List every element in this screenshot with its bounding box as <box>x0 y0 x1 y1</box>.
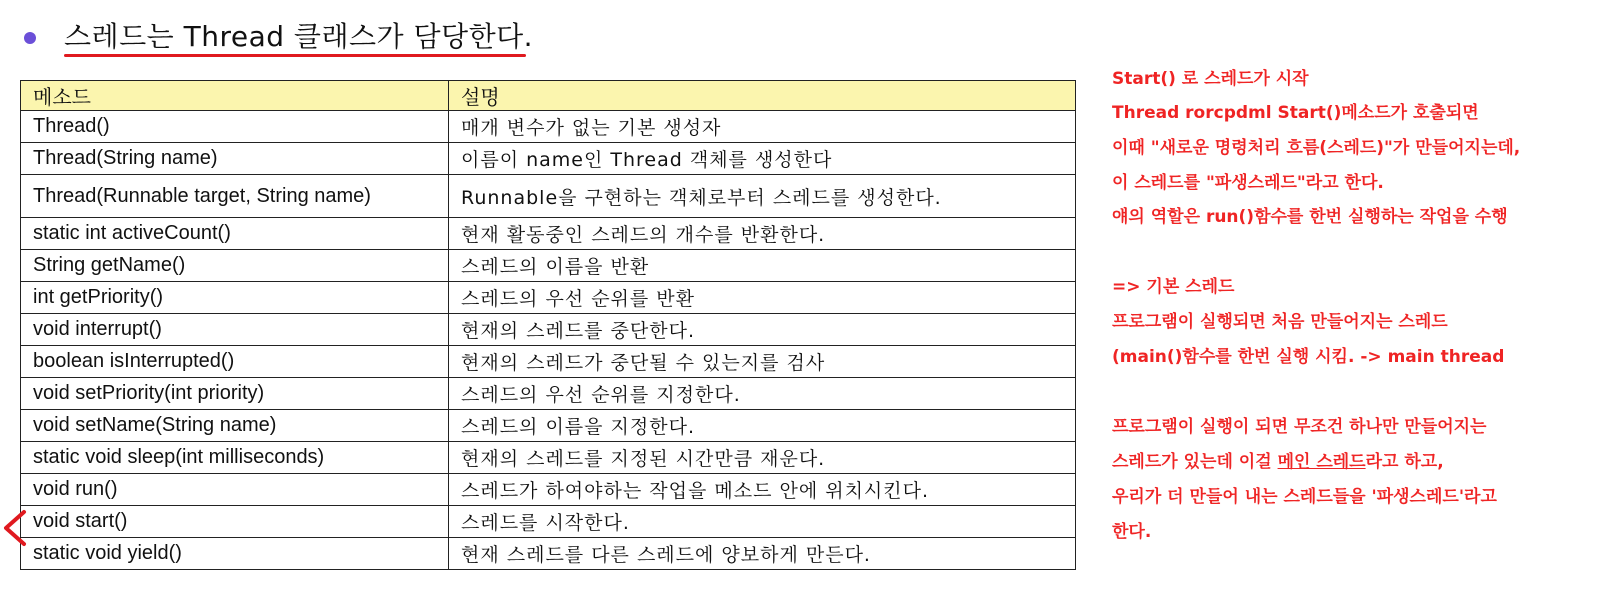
description-cell: 스레드의 이름을 반환 <box>449 250 1076 282</box>
note-line: 프로그램이 실행되면 처음 만들어지는 스레드 <box>1112 312 1448 332</box>
table-row <box>21 175 1076 218</box>
method-cell: static void yield() <box>21 538 449 570</box>
note-line: 프로그램이 실행이 되면 무조건 하나만 만들어지는 <box>1112 417 1487 437</box>
note-line: 얘의 역할은 run()함수를 한번 실행하는 작업을 수행 <box>1112 207 1508 227</box>
description-cell: Runnable을 구현하는 객체로부터 스레드를 생성한다. <box>449 175 1076 218</box>
description-cell: 현재 스레드를 다른 스레드에 양보하게 만든다. <box>449 538 1076 570</box>
description-cell: 현재의 스레드를 중단한다. <box>449 314 1076 346</box>
method-cell: static void sleep(int milliseconds) <box>21 442 449 474</box>
main-thread-highlight: 메인 스레드 <box>1277 452 1366 472</box>
description-cell: 매개 변수가 없는 기본 생성자 <box>449 111 1076 143</box>
table-row <box>21 442 1076 474</box>
table-row <box>21 506 1076 538</box>
table-row <box>21 143 1076 175</box>
note-line: Start() 로 스레드가 시작 <box>1112 69 1309 89</box>
method-cell: Thread() <box>21 111 449 143</box>
method-table <box>20 80 1075 570</box>
table-row <box>21 111 1076 143</box>
bullet-icon <box>24 32 36 44</box>
table-row <box>21 218 1076 250</box>
header-method: 메소드 <box>21 81 449 111</box>
chevron-left-icon <box>0 508 30 548</box>
note-line: Thread rorcpdml Start()메소드가 호출되면 <box>1112 103 1479 123</box>
note-text: 라고 하고, <box>1365 452 1444 472</box>
method-cell: boolean isInterrupted() <box>21 346 449 378</box>
description-cell: 스레드의 우선 순위를 지정한다. <box>449 378 1076 410</box>
method-cell: Thread(Runnable target, String name) <box>21 175 449 218</box>
method-cell: Thread(String name) <box>21 143 449 175</box>
header-description: 설명 <box>449 81 1076 111</box>
table-row <box>21 474 1076 506</box>
note-text: 스레드가 있는데 이걸 <box>1112 452 1278 472</box>
description-cell: 스레드의 이름을 지정한다. <box>449 410 1076 442</box>
title-underline <box>64 54 526 57</box>
table-header-row <box>21 81 1076 111</box>
description-cell: 현재의 스레드를 지정된 시간만큼 재운다. <box>449 442 1076 474</box>
method-cell: void setName(String name) <box>21 410 449 442</box>
note-line <box>1112 447 1444 472</box>
table-row <box>21 538 1076 570</box>
method-cell: void run() <box>21 474 449 506</box>
note-line: 이 스레드를 "파생스레드"라고 한다. <box>1112 173 1384 193</box>
method-cell: int getPriority() <box>21 282 449 314</box>
method-cell: String getName() <box>21 250 449 282</box>
slide-title: 스레드는 Thread 클래스가 담당한다. <box>64 20 534 53</box>
description-cell: 현재 활동중인 스레드의 개수를 반환한다. <box>449 218 1076 250</box>
description-cell: 스레드가 하여야하는 작업을 메소드 안에 위치시킨다. <box>449 474 1076 506</box>
table-row <box>21 250 1076 282</box>
table-row <box>21 282 1076 314</box>
method-cell: static int activeCount() <box>21 218 449 250</box>
table-row <box>21 410 1076 442</box>
note-line: 한다. <box>1112 522 1152 542</box>
method-cell: void start() <box>21 506 449 538</box>
table-row <box>21 378 1076 410</box>
note-line: 우리가 더 만들어 내는 스레드들을 '파생스레드'라고 <box>1112 487 1497 507</box>
description-cell: 스레드를 시작한다. <box>449 506 1076 538</box>
method-cell: void setPriority(int priority) <box>21 378 449 410</box>
note-line: (main()함수를 한번 실행 시킴. -> main thread <box>1112 347 1505 367</box>
description-cell: 이름이 name인 Thread 객체를 생성한다 <box>449 143 1076 175</box>
description-cell: 스레드의 우선 순위를 반환 <box>449 282 1076 314</box>
note-line: => 기본 스레드 <box>1112 277 1235 297</box>
description-cell: 현재의 스레드가 중단될 수 있는지를 검사 <box>449 346 1076 378</box>
method-cell: void interrupt() <box>21 314 449 346</box>
note-line: 이때 "새로운 명령처리 흐름(스레드)"가 만들어지는데, <box>1112 138 1521 158</box>
table-row <box>21 346 1076 378</box>
table-row <box>21 314 1076 346</box>
